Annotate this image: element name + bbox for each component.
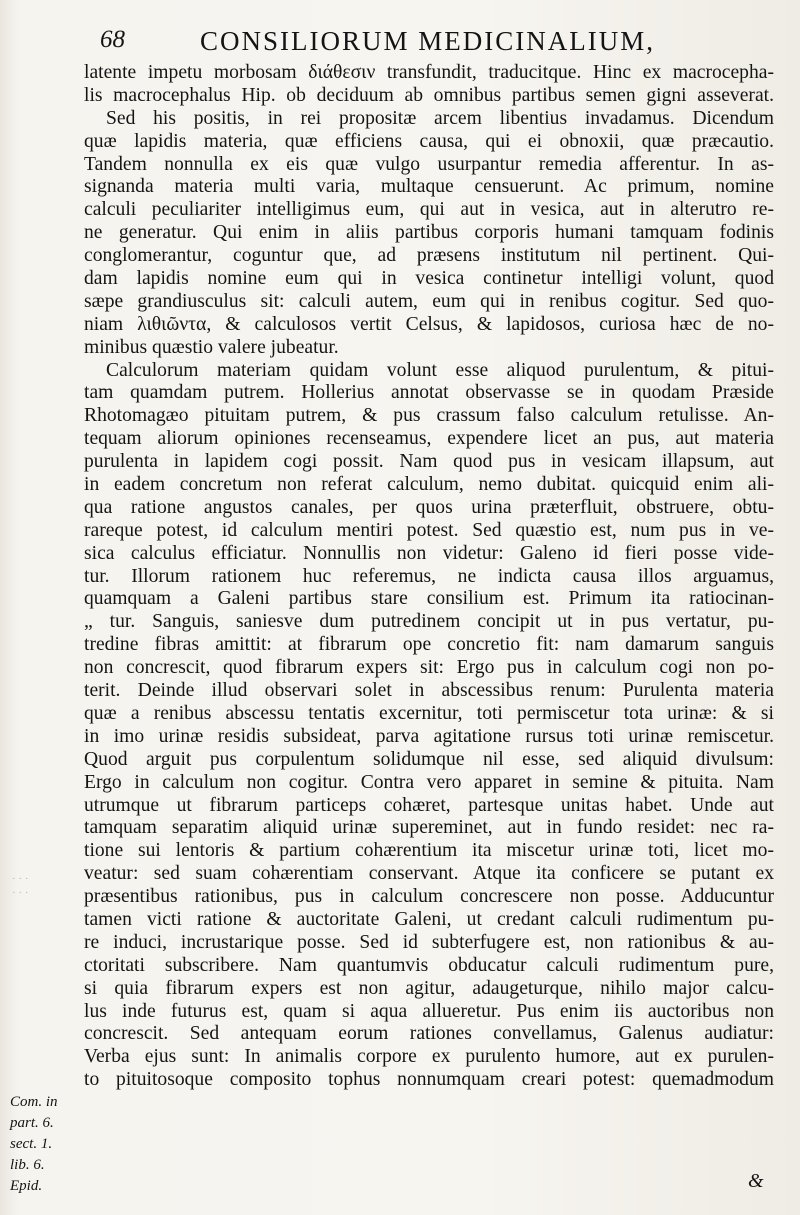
text-line: in eadem concretum non referat calculum, nemo dubitat. quicquid enim ali-	[84, 474, 774, 496]
page-number: 68	[100, 26, 125, 53]
text-line	[84, 1092, 774, 1115]
margin-note	[10, 1092, 82, 1197]
text-line: utrumque ut fibrarum particeps cohæret, partesque unitas habet. Unde aut	[84, 794, 774, 816]
text-line: latente impetu morbosam διάθεσιν transfundit, traducitque. Hinc ex macrocepha-	[84, 62, 774, 83]
text-line: purulenta in lapidem cogi possit. Nam quod pus in vesicam illapsum, aut	[84, 451, 774, 473]
text-line: non concrescit, quod fibrarum expers sit: Ergo pus in calculum cogi non po-	[84, 657, 774, 679]
body-text	[84, 62, 774, 1115]
text-line: signanda materia multi varia, multaque censuerunt. Ac primum, nomine	[84, 176, 774, 198]
text-line: ne generatur. Qui enim in aliis partibus corporis humani tamquam fodinis	[84, 222, 774, 244]
text-line: to pituitosoque composito tophus nonnumquam creari potest: quemadmodum	[84, 1069, 774, 1091]
text-line: quæ a renibus abscessu tentatis excernitur, toti permiscetur tota urinæ: & si	[84, 702, 774, 724]
text-line: qua ratione angustos canales, per quos urina præterfluit, obstruere, obtu-	[84, 496, 774, 518]
text-line: niam λιθιῶντα, & calculosos vertit Celsus, & lapidosos, curiosa hæc de no-	[84, 313, 774, 335]
text-line: Ergo in calculum non cogitur. Contra vero apparet in semine & pituita. Nam	[84, 771, 774, 793]
text-line: concrescit. Sed antequam eorum rationes convellamus, Galenus audiatur:	[84, 1023, 774, 1045]
text-line: tequam aliorum opiniones recenseamus, expendere licet an pus, aut materia	[84, 428, 774, 450]
text-line: si quia fibrarum expers est non agitur, adaugeturque, nihilo major calcu-	[84, 977, 774, 999]
page-header	[100, 22, 790, 62]
text-line: tamquam separatim aliquid urinæ supereminet, aut in fundo residet: nec ra-	[84, 817, 774, 839]
text-line: quamquam a Galeni partibus stare consilium est. Primum ita ratiocinan-	[84, 588, 774, 610]
text-line: lis macrocephalus Hip. ob deciduum ab omnibus partibus semen gigni asseverat.	[84, 84, 774, 106]
text-line: præsentibus rationibus, pus in calculum concrescere non posse. Adducuntur	[84, 886, 774, 908]
text-line: sica calculus efficiatur. Nonnullis non videtur: Galeno id fieri posse vide-	[84, 542, 774, 564]
text-line: tam quamdam putrem. Hollerius annotat observasse se in quodam Præside	[84, 382, 774, 404]
text-line: terit. Deinde illud observari solet in abscessibus renum: Purulenta materia	[84, 680, 774, 702]
text-line: veatur: sed suam cohærentiam conservant. Atque ita conficere se putant ex	[84, 863, 774, 885]
margin-note-line: Epid.	[10, 1178, 43, 1194]
text-line: Sed his positis, in rei propositæ arcem libentius invadamus. Dicendum	[106, 107, 774, 129]
text-line: tamen victi ratione & auctoritate Galeni, ut credant calculi rudimentum pu-	[84, 908, 774, 930]
catchword: &	[748, 1170, 764, 1192]
text-line: Verba ejus sunt: In animalis corpore ex purulento humore, aut ex purulen-	[84, 1046, 774, 1068]
text-line: Rhotomagæo pituitam putrem, & pus crassum falso calculum retulisse. An-	[84, 405, 774, 427]
text-line: tredine fibras amittit: at fibrarum ope concretio fit: nam damarum sanguis	[84, 634, 774, 656]
margin-note-line: sect. 1.	[10, 1136, 53, 1152]
running-head: CONSILIORUM MEDICINALIUM,	[200, 26, 655, 56]
text-line: quæ lapidis materia, quæ efficiens causa, qui ei obnoxii, quæ præcautio.	[84, 130, 774, 152]
margin-note-line: lib. 6.	[10, 1157, 45, 1173]
text-line: conglomerantur, coguntur que, ad præsens institutum nil pertinent. Qui-	[84, 245, 774, 267]
margin-note-line: part. 6.	[10, 1115, 54, 1131]
text-line: minibus quæstio valere jubeatur.	[84, 336, 339, 358]
text-line: Tandem nonnulla ex eis quæ vulgo usurpantur remedia afferentur. In as-	[84, 153, 774, 175]
text-line: „ tur. Sanguis, saniesve dum putredinem concipit ut in pus vertatur, pu-	[84, 611, 774, 633]
text-line: tur. Illorum rationem huc referemus, ne indicta causa illos arguamus,	[84, 565, 774, 587]
text-line: calculi peculiariter intelligimus eum, qui aut in vesica, aut in alterutro re-	[84, 199, 774, 221]
text-line: tione sui lentoris & partium cohærentium ita miscetur urinæ toti, licet mo-	[84, 840, 774, 862]
text-line: Quod arguit pus corpulentum solidumque nil esse, sed aliquid divulsum:	[84, 748, 774, 770]
text-line: re induci, incrustarique posse. Sed id subterfugere est, non rationibus & au-	[84, 931, 774, 953]
text-line: dam lapidis nomine eum qui in vesica continetur intelligi volunt, quod	[84, 268, 774, 290]
text-line: rareque potest, id calculum mentiri potest. Sed quæstio est, num pus in ve-	[84, 519, 774, 541]
text-line: in imo urinæ residis subsideat, parva agitatione rursus toti urinæ remiscetur.	[84, 725, 774, 747]
bleed-through-mark: · · · · · ·	[12, 873, 29, 899]
text-line: lus inde futurus est, quam si aqua allueretur. Pus enim iis auctoribus non	[84, 1000, 774, 1022]
text-line: sæpe grandiusculus sit: calculi autem, eum qui in renibus cogitur. Sed quo-	[84, 290, 774, 312]
text-line: ctoritati subscribere. Nam quantumvis obducatur calculi rudimentum pure,	[84, 954, 774, 976]
text-line: Calculorum materiam quidam volunt esse aliquod purulentum, & pitui-	[106, 359, 774, 381]
margin-note-line: Com. in	[10, 1094, 58, 1110]
